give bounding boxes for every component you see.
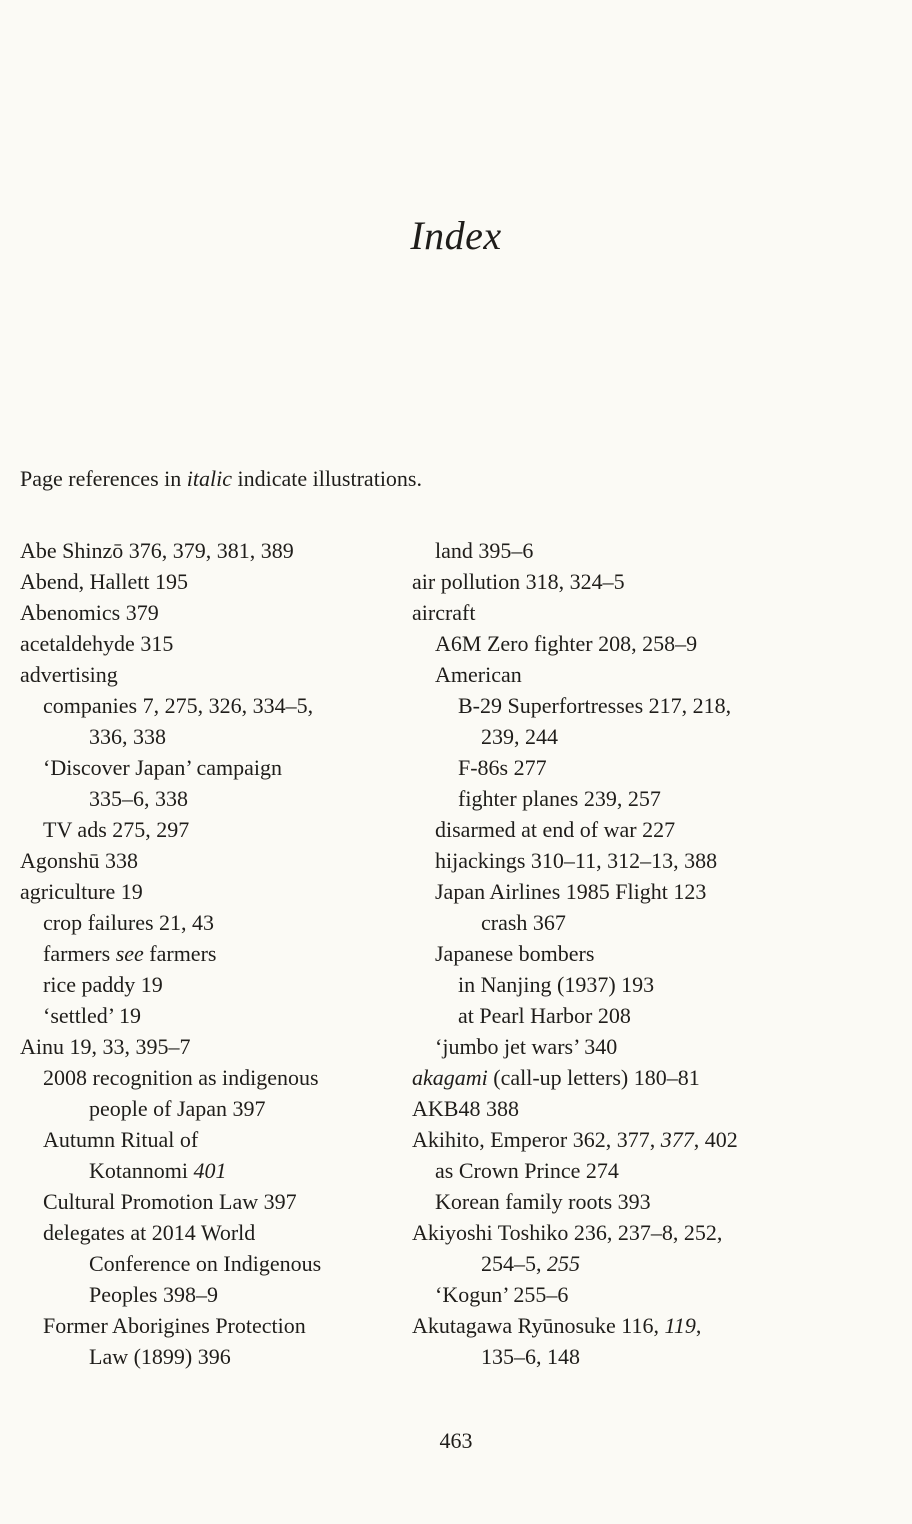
index-subentry [20, 1310, 390, 1341]
index-entry [20, 628, 390, 659]
index-column-right [412, 535, 792, 1372]
entry-text: ‘jumbo jet wars’ 340 [435, 1034, 618, 1059]
index-subentry [20, 1000, 390, 1031]
entry-text: rice paddy 19 [43, 972, 163, 997]
italic-text: 119 [664, 1313, 696, 1338]
index-entry [20, 1031, 390, 1062]
entry-text: ‘Discover Japan’ campaign [43, 755, 283, 780]
index-subentry [412, 659, 792, 690]
entry-text: Japan Airlines 1985 Flight 123 [435, 879, 707, 904]
entry-text: Japanese bombers [435, 941, 595, 966]
index-continuation [412, 1341, 792, 1372]
intro-before: Page references in [20, 466, 187, 491]
index-subentry [20, 690, 390, 721]
index-entry [412, 1124, 792, 1155]
entry-text: at Pearl Harbor 208 [458, 1003, 631, 1028]
entry-text: 2008 recognition as indigenous [43, 1065, 319, 1090]
index-entry [20, 535, 390, 566]
entry-text: , [695, 1313, 702, 1338]
entry-text: Former Aborigines Protection [43, 1313, 306, 1338]
index-subentry [412, 535, 792, 566]
entry-text: people of Japan 397 [89, 1096, 266, 1121]
italic-text: 401 [193, 1158, 227, 1183]
entry-text: Akiyoshi Toshiko 236, 237–8, 252, [412, 1220, 723, 1245]
page-title: Index [410, 213, 502, 258]
index-subentry [20, 907, 390, 938]
entry-text: , 402 [693, 1127, 738, 1152]
intro-note [20, 466, 422, 492]
index-continuation [412, 1248, 792, 1279]
index-continuation [20, 1093, 390, 1124]
index-continuation [412, 721, 792, 752]
index-continuation [20, 1155, 390, 1186]
entry-text: Abe Shinzō 376, 379, 381, 389 [20, 538, 294, 563]
entry-text: crop failures 21, 43 [43, 910, 215, 935]
entry-text: fighter planes 239, 257 [458, 786, 661, 811]
italic-text: 255 [547, 1251, 580, 1276]
entry-text: American [435, 662, 522, 687]
italic-text: 377 [660, 1127, 694, 1152]
index-subentry [412, 1031, 792, 1062]
entry-text: Cultural Promotion Law 397 [43, 1189, 297, 1214]
index-column-left [20, 535, 390, 1372]
entry-text: Akutagawa Ryūnosuke 116, [412, 1313, 665, 1338]
index-continuation [20, 721, 390, 752]
index-subsubentry [412, 752, 792, 783]
entry-text: 239, 244 [481, 724, 558, 749]
entry-text: 336, 338 [89, 724, 166, 749]
index-entry [20, 876, 390, 907]
entry-text: hijackings 310–11, 312–13, 388 [435, 848, 718, 873]
index-subentry [412, 1155, 792, 1186]
entry-text: (call-up letters) 180–81 [487, 1065, 700, 1090]
entry-text: farmers [43, 941, 116, 966]
index-subentry [20, 1186, 390, 1217]
index-subentry [20, 1124, 390, 1155]
entry-text: ‘settled’ 19 [43, 1003, 141, 1028]
index-entry [412, 1217, 792, 1248]
index-entry [20, 845, 390, 876]
entry-text: as Crown Prince 274 [435, 1158, 619, 1183]
entry-text: 335–6, 338 [89, 786, 188, 811]
entry-text: agriculture 19 [20, 879, 143, 904]
index-subentry [412, 1186, 792, 1217]
entry-text: Abend, Hallett 195 [20, 569, 189, 594]
entry-text: F-86s 277 [458, 755, 547, 780]
index-subentry [20, 969, 390, 1000]
index-continuation [20, 1341, 390, 1372]
entry-text: in Nanjing (1937) 193 [458, 972, 655, 997]
index-subentry [412, 1279, 792, 1310]
index-continuation [20, 783, 390, 814]
entry-text: Abenomics 379 [20, 600, 159, 625]
index-subentry [412, 845, 792, 876]
index-entry [20, 659, 390, 690]
index-subentry [20, 1217, 390, 1248]
entry-text: aircraft [412, 600, 476, 625]
entry-text: Akihito, Emperor 362, 377, [412, 1127, 661, 1152]
entry-text: farmers [143, 941, 217, 966]
entry-text: land 395–6 [435, 538, 534, 563]
index-subentry [412, 876, 792, 907]
entry-text: Korean family roots 393 [435, 1189, 651, 1214]
italic-text: akagami [412, 1065, 488, 1090]
italic-text: see [115, 941, 144, 966]
index-entry [20, 566, 390, 597]
entry-text: disarmed at end of war 227 [435, 817, 676, 842]
index-subsubentry [412, 1000, 792, 1031]
entry-text: Peoples 398–9 [89, 1282, 218, 1307]
index-subentry [412, 814, 792, 845]
entry-text: 254–5, [481, 1251, 547, 1276]
entry-text: delegates at 2014 World [43, 1220, 256, 1245]
entry-text: TV ads 275, 297 [43, 817, 190, 842]
entry-text: advertising [20, 662, 118, 687]
entry-text: Conference on Indigenous [89, 1251, 322, 1276]
entry-text: Autumn Ritual of [43, 1127, 199, 1152]
index-continuation [20, 1279, 390, 1310]
index-subentry [20, 752, 390, 783]
entry-text: Agonshū 338 [20, 848, 138, 873]
intro-italic-word: italic [186, 466, 232, 491]
entry-text: B-29 Superfortresses 217, 218, [458, 693, 732, 718]
index-subentry [20, 938, 390, 969]
index-entry [20, 597, 390, 628]
index-continuation [20, 1248, 390, 1279]
entry-text: air pollution 318, 324–5 [412, 569, 625, 594]
index-entry [412, 1310, 792, 1341]
index-subentry [412, 938, 792, 969]
index-subentry [412, 628, 792, 659]
index-entry [412, 597, 792, 628]
index-entry [412, 1062, 792, 1093]
entry-text: Kotannomi [89, 1158, 194, 1183]
index-subsubentry [412, 690, 792, 721]
intro-after: indicate illustrations. [231, 466, 422, 491]
page-number: 463 [439, 1428, 473, 1453]
entry-text: 135–6, 148 [481, 1344, 580, 1369]
index-subentry [20, 1062, 390, 1093]
entry-text: AKB48 388 [412, 1096, 519, 1121]
entry-text: A6M Zero fighter 208, 258–9 [435, 631, 698, 656]
index-subentry [20, 814, 390, 845]
index-subsubentry [412, 969, 792, 1000]
index-continuation [412, 907, 792, 938]
entry-text: companies 7, 275, 326, 334–5, [43, 693, 314, 718]
entry-text: Law (1899) 396 [89, 1344, 231, 1369]
entry-text: acetaldehyde 315 [20, 631, 174, 656]
index-entry [412, 1093, 792, 1124]
entry-text: crash 367 [481, 910, 566, 935]
index-subsubentry [412, 783, 792, 814]
entry-text: ‘Kogun’ 255–6 [435, 1282, 569, 1307]
index-entry [412, 566, 792, 597]
entry-text: Ainu 19, 33, 395–7 [20, 1034, 191, 1059]
